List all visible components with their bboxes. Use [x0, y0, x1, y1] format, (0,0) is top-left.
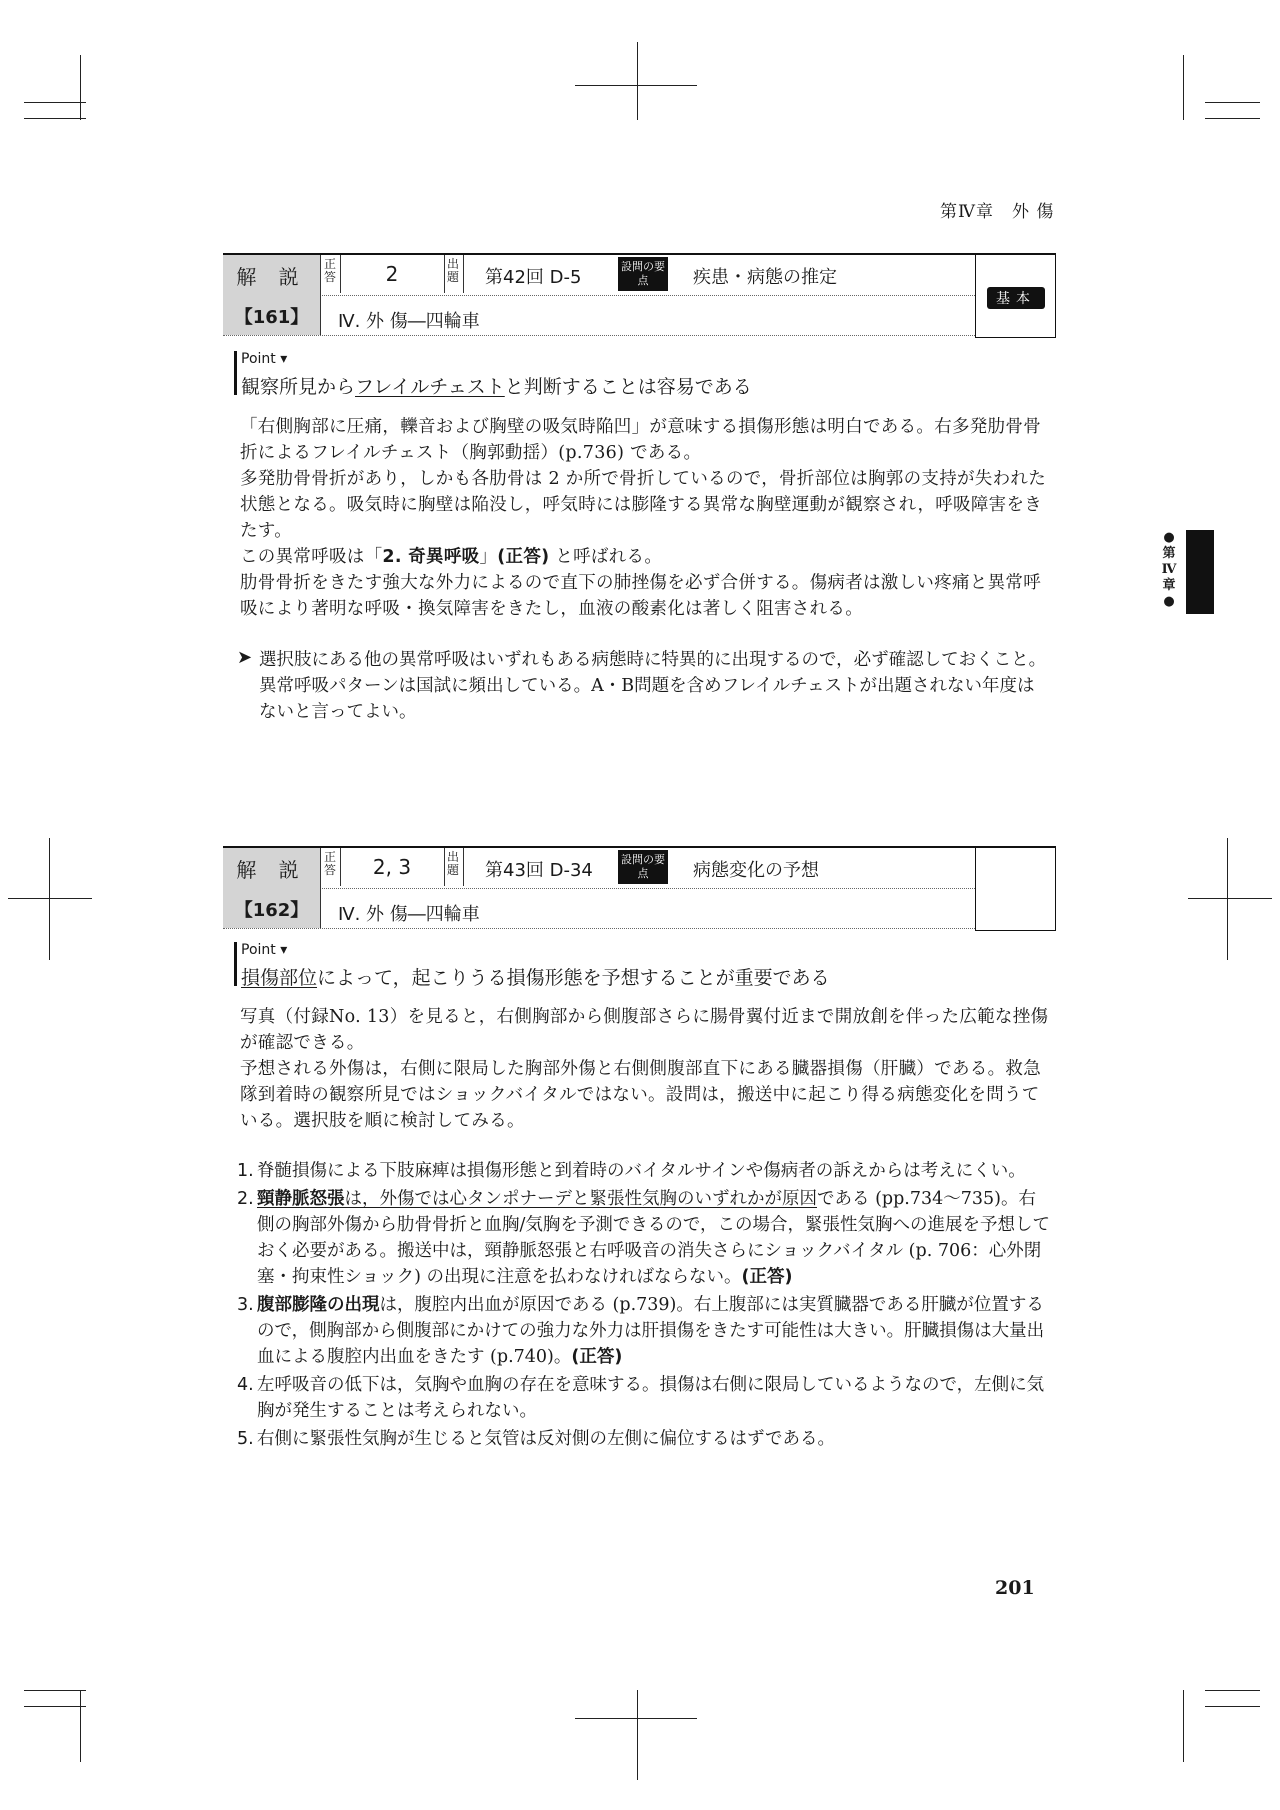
- list-item: 1. 脊髄損傷による下肢麻痺は損傷形態と到着時のバイタルサインや傷病者の訴えからは考えにくい。: [237, 1161, 1026, 1181]
- point-heading: 観察所見からフレイルチェストと判断することは容易である: [241, 376, 752, 398]
- kaisetsu-label: 解 説: [236, 858, 307, 882]
- shutsudai-label: 出題: [446, 850, 459, 877]
- key-point-topic: 病態変化の予想: [693, 860, 819, 881]
- explanation-body: [240, 414, 1052, 622]
- choice-analysis-list: [237, 1158, 1052, 1454]
- shutsudai-label: 出題: [446, 257, 459, 284]
- supplementary-note: 選択肢にある他の異常呼吸はいずれもある病態時に特異的に出現するので，必ず確認しておくこと。異常呼吸パターンは国試に頻出している。A・B問題を含めフレイルチェストが出題されない年度はないと言ってよい。: [259, 650, 1047, 722]
- explanation-body: [240, 1004, 1052, 1134]
- list-item: 5. 右側に緊張性気胸が生じると気管は反対側の左側に偏位するはずである。: [237, 1429, 836, 1449]
- list-item: 4. 左呼吸音の低下は，気胸や血胸の存在を意味する。損傷は右側に限局しているようなので，左側に気胸が発生することは考えられない。: [237, 1375, 1045, 1421]
- kaisetsu-label: 解 説: [236, 265, 307, 289]
- seitou-label: 正答: [323, 257, 336, 284]
- seitou-label: 正答: [323, 850, 336, 877]
- list-item: 2. 頸静脈怒張は，外傷では心タンポナーデと緊張性気胸のいずれかが原因である (pp.734〜735)。右側の胸部外傷から肋骨骨折と血胸/気胸を予測できるので，この場合，緊張性気胸への進展を予想しておく必要がある。搬送中は，頸静脈怒張と右呼吸音の消失さらにショックバイタル (p. 706：心外閉塞・拘束性ショック) の出現に注意を払わなければならない。(正答): [237, 1189, 1051, 1287]
- question-number: 【162】: [234, 900, 309, 921]
- paragraph: 肋骨骨折をきたす強大な外力によるので直下の肺挫傷を必ず合併する。傷病者は激しい疼痛と異常呼吸により著明な呼吸・換気障害をきたし，血液の酸素化は著しく阻害される。: [240, 573, 1041, 619]
- side-chapter-tab: [1186, 530, 1214, 614]
- key-point-topic: 疾患・病態の推定: [693, 267, 837, 288]
- paragraph: 「右側胸部に圧痛，轢音および胸壁の吸気時陥凹」が意味する損傷形態は明白である。右多発肋骨骨折によるフレイルチェスト（胸郭動揺）(p.736) である。: [240, 417, 1041, 463]
- exam-reference: 第42回 D-5: [485, 267, 582, 288]
- paragraph: 写真（付録No. 13）を見ると，右側胸部から側腹部さらに腸骨翼付近まで開放創を伴った広範な挫傷が確認できる。: [240, 1007, 1049, 1053]
- point-heading: 損傷部位によって，起こりうる損傷形態を予想することが重要である: [241, 967, 830, 989]
- point-label: Point ▾: [241, 351, 288, 367]
- paragraph: 予想される外傷は，右側に限局した胸部外傷と右側側腹部直下にある臓器損傷（肝臓）である。救急隊到着時の観察所見ではショックバイタルではない。設問は，搬送中に起こり得る病態変化を問うている。選択肢を順に検討してみる。: [240, 1059, 1041, 1131]
- answer-block-161: [223, 253, 1056, 723]
- key-point-label: 設問の要 点: [618, 257, 668, 291]
- paragraph: この異常呼吸は「2. 奇異呼吸」(正答) と呼ばれる。: [240, 547, 663, 567]
- exam-reference: 第43回 D-34: [485, 860, 593, 881]
- correct-answer: 2, 3: [372, 855, 412, 879]
- question-category: Ⅳ. 外 傷―四輪車: [338, 311, 480, 332]
- answer-block-162: [223, 846, 1056, 1526]
- list-item: 3. 腹部膨隆の出現は，腹腔内出血が原因である (p.739)。右上腹部には実質臓器である肝臓が位置するので，側胸部から側腹部にかけての強力な外力は肝損傷をきたす可能性は大きい。肝臓損傷は大量出血による腹腔内出血をきたす (p.740)。(正答): [237, 1295, 1045, 1367]
- correct-answer: 2: [385, 262, 399, 286]
- point-label: Point ▾: [241, 942, 288, 958]
- answer-header-table: [223, 253, 1056, 337]
- page-number: 201: [995, 1577, 1035, 1599]
- paragraph: 多発肋骨骨折があり，しかも各肋骨は 2 か所で骨折しているので，骨折部位は胸郭の支持が失われた状態となる。吸気時に胸壁は陥没し，呼気時には膨隆する異常な胸壁運動が観察され，呼吸障害をきたす。: [240, 469, 1047, 541]
- side-chapter-label: ● 第 Ⅳ 章 ●: [1161, 530, 1177, 609]
- question-number: 【161】: [234, 307, 309, 328]
- answer-header-table: [223, 846, 1056, 930]
- arrow-icon: ➤: [237, 647, 253, 668]
- key-point-label: 設問の要 点: [618, 850, 668, 884]
- question-category: Ⅳ. 外 傷―四輪車: [338, 904, 480, 925]
- difficulty-badge: 基本: [987, 287, 1045, 309]
- running-header: 第Ⅳ章 外 傷: [940, 202, 1055, 222]
